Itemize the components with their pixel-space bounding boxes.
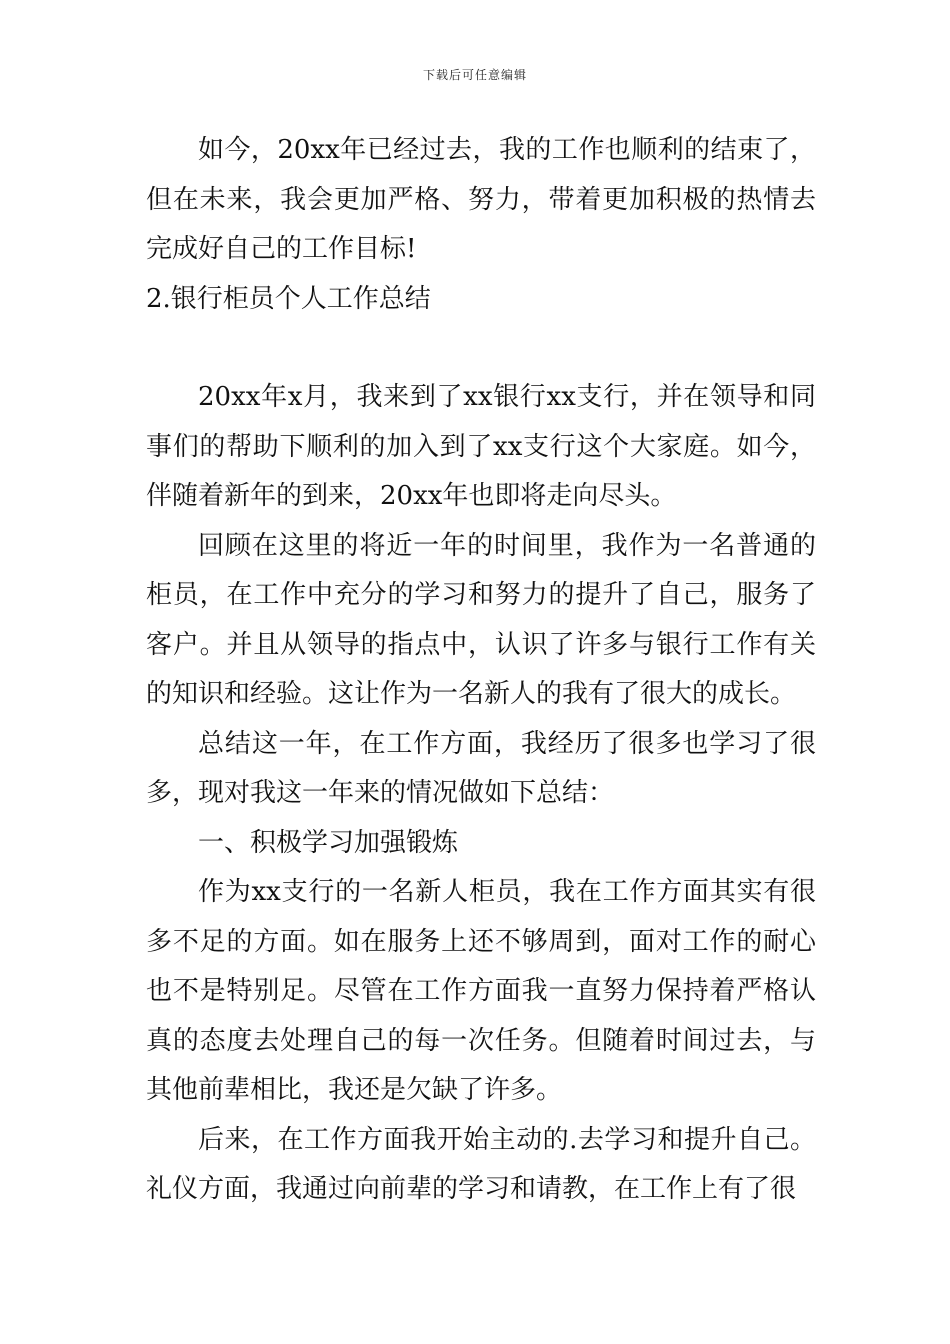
- paragraph-shortcomings: 作为xx支行的一名新人柜员，我在工作方面其实有很多不足的方面。如在服务上还不够周到，面对工作的耐心也不是特别足。尽管在工作方面我一直努力保持着严格认真的态度去处理自己的每一次任务。但随着时间过去，与其他前辈相比，我还是欠缺了许多。: [146, 877, 816, 1105]
- page-header-note: 下载后可任意编辑: [422, 68, 527, 82]
- paragraph-arrival: 20xx年x月，我来到了xx银行xx支行，并在领导和同事们的帮助下顺利的加入到了xx支行这个大家庭。如今，伴随着新年的到来，20xx年也即将走向尽头。: [146, 382, 816, 511]
- subsection-heading: 一、积极学习加强锻炼: [198, 827, 459, 858]
- paragraph-summary-intro: 总结这一年，在工作方面，我经历了很多也学习了很多，现对我这一年来的情况做如下总结：: [146, 728, 816, 808]
- paragraph-review: 回顾在这里的将近一年的时间里，我作为一名普通的柜员，在工作中充分的学习和努力的提升了自己，服务了客户。并且从领导的指点中，认识了许多与银行工作有关的知识和经验。这让作为一名新人的我有了很大的成长。: [146, 530, 816, 709]
- document-body: [146, 126, 816, 1215]
- intro-paragraph: 如今，20xx年已经过去，我的工作也顺利的结束了，但在未来，我会更加严格、努力，带着更加积极的热情去完成好自己的工作目标!: [146, 135, 816, 264]
- blank-line: [146, 324, 816, 373]
- section-title: 2.银行柜员个人工作总结: [146, 283, 431, 314]
- paragraph-improvement: 后来，在工作方面我开始主动的.去学习和提升自己。礼仪方面，我通过向前辈的学习和请教，在工作上有了很: [146, 1124, 816, 1204]
